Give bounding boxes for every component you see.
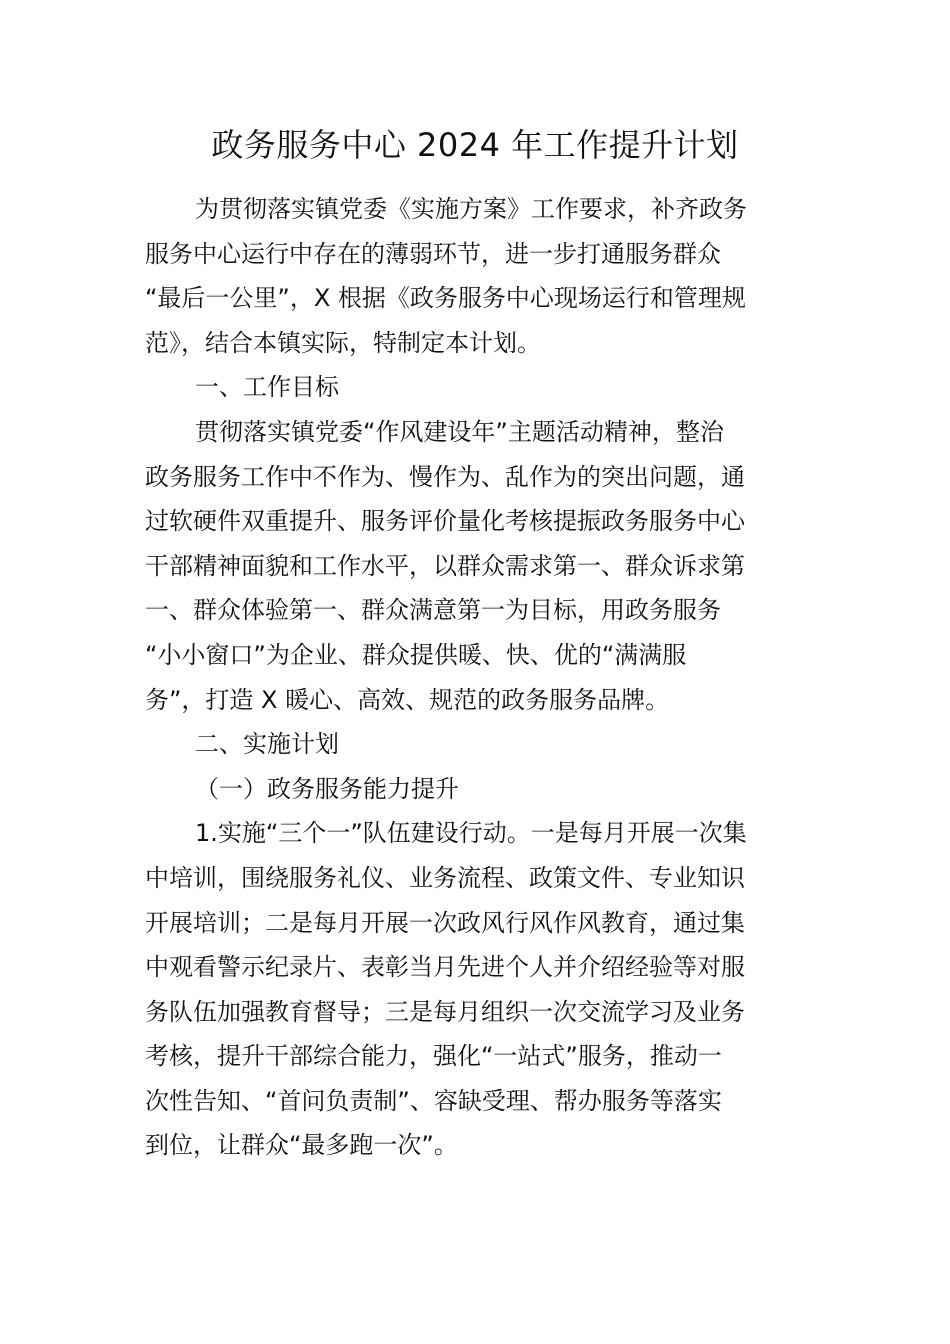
- text-line: “最后一公里”，X 根据《政务服务中心现场运行和管理规: [145, 284, 746, 313]
- text-line: （一）政务服务能力提升: [195, 774, 459, 803]
- text-line: 务”，打造 X 暖心、高效、规范的政务服务品牌。: [145, 685, 670, 714]
- paragraph-goals: [145, 410, 810, 722]
- text-line: 一、群众体验第一、群众满意第一为目标，用政务服务: [145, 596, 721, 625]
- text-line: 服务中心运行中存在的薄弱环节，进一步打通服务群众: [145, 239, 721, 268]
- text-line: 过软硬件双重提升、服务评价量化考核提振政务服务中心: [145, 507, 745, 536]
- text-line: 中培训，围绕服务礼仪、业务流程、政策文件、专业知识: [145, 863, 745, 892]
- text-line: 二、实施计划: [195, 730, 339, 759]
- text-line: 为贯彻落实镇党委《实施方案》工作要求，补齐政务: [195, 195, 747, 223]
- text-line: 政务服务工作中不作为、慢作为、乱作为的突出问题，通: [145, 462, 745, 491]
- text-line: 开展培训；二是每月开展一次政风行风作风教育，通过集: [145, 908, 745, 937]
- document-body: [145, 187, 810, 1168]
- text-line: “小小窗口”为企业、群众提供暖、快、优的“满满服: [145, 640, 687, 669]
- text-line: 一、工作目标: [195, 373, 339, 402]
- section-heading-goals: [145, 365, 810, 410]
- text-line: 贯彻落实镇党委“作风建设年”主题活动精神，整治: [195, 417, 724, 446]
- subsection-heading: [145, 767, 810, 812]
- text-line: 次性告知、“首问负责制”、容缺受理、帮办服务等落实: [145, 1086, 722, 1115]
- text-line: 考核，提升干部综合能力，强化“一站式”服务，推动一: [145, 1042, 722, 1071]
- text-line: 范》，结合本镇实际，特制定本计划。: [145, 328, 541, 357]
- paragraph-plan-item-1: [145, 811, 810, 1168]
- text-line: 到位，让群众“最多跑一次”。: [145, 1131, 458, 1160]
- text-line: 务队伍加强教育督导；三是每月组织一次交流学习及业务: [145, 997, 745, 1026]
- paragraph-intro: [145, 187, 810, 365]
- text-line: 中观看警示纪录片、表彰当月先进个人并介绍经验等对服: [145, 953, 745, 982]
- document-title: 政务服务中心 2024 年工作提升计划: [211, 126, 739, 164]
- section-heading-plan: [145, 722, 810, 767]
- text-line: 干部精神面貌和工作水平，以群众需求第一、群众诉求第: [145, 551, 745, 580]
- text-line: 1.实施“三个一”队伍建设行动。一是每月开展一次集: [195, 819, 747, 848]
